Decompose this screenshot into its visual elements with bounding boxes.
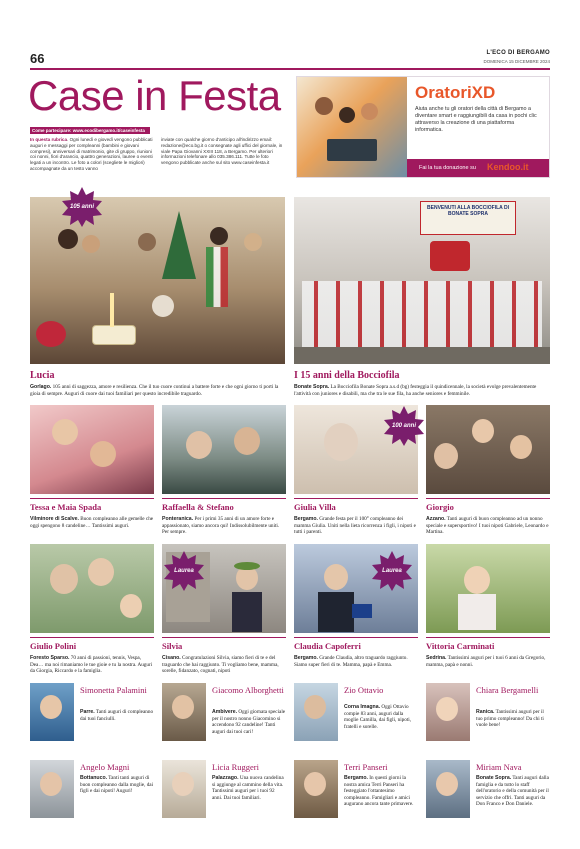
twin-1 xyxy=(52,419,78,445)
caption-angelo-magni xyxy=(80,775,154,795)
contact-line[interactable]: Come partecipare: www.ecodibergamo.it/caseinfesta xyxy=(30,127,150,134)
name-raffaella-stefano: Raffaella & Stefano xyxy=(162,502,234,512)
photo-giacomo xyxy=(162,683,206,741)
photo-vittoria-carminati xyxy=(426,544,550,633)
rule-giorgio xyxy=(426,498,550,499)
text-miriam: Tanti auguri dalla famiglia e da tutto lo staff dell'oratorio e della comunità per il servizio che offri. Tanti auguri da Don Franco e Don Daniele. xyxy=(476,775,549,808)
place-giulio: Foresto Sparso. xyxy=(30,655,70,661)
badge-text: Laurea xyxy=(382,568,402,574)
caption-bocciofila xyxy=(294,384,550,397)
photo-raffaella-stefano xyxy=(162,405,286,494)
intro-col2: inviate con qualche giorno d'anticipo all'indirizzo email: redazione@eco.bg.it o consegnate agli uffici del giornale, in viale Papa Giovanni XXIII 118, a Bergamo. Per ulteriori informazioni telefonare allo 035.386.111. Tutte le foto vengono pubblicate anche sul sito www.caseinfesta.it xyxy=(161,137,283,166)
place-claudia: Bergamo. xyxy=(294,655,318,661)
caption-giulia-villa xyxy=(294,516,418,536)
name-vittoria-carminati: Vittoria Carminati xyxy=(426,641,495,651)
photo-terri-panseri xyxy=(294,760,338,818)
place-raffaella: Ponteranica. xyxy=(162,516,194,522)
place-giacomo: Ambivere. xyxy=(212,709,238,715)
photo-angelo-magni xyxy=(30,760,74,818)
name-miriam-nava: Miriam Nava xyxy=(476,762,522,772)
text-raffaella: Per i primi 35 anni di un amore forte e appassionato, siamo ancora qui! Indissolubilmente uniti. Per sempre. xyxy=(162,516,280,536)
caption-giacomo xyxy=(212,709,286,735)
name-tessa-maia: Tessa e Maia Spada xyxy=(30,502,102,512)
graduate-dress xyxy=(318,592,354,632)
place-lucia: Gorlago. xyxy=(30,384,52,390)
text-giulia: Grande festa per il 100° compleanno dei mamma Giulia. Uniti nella lieta ricorrenza i figli, i nipoti e tutti i parenti. xyxy=(294,516,416,536)
text-giacomo: Oggi giornata speciale per il nostro nonno Giacomino si accendono 92 candeline! Tanti auguri dai tuoi cari! xyxy=(212,709,286,735)
christmas-tree xyxy=(162,211,196,279)
place-bocciofila: Bonate Sopra. xyxy=(294,384,330,390)
text-vittoria: Tantissimi auguri per i tuoi 6 anni da Gregorio, mamma, papà e nonni. xyxy=(426,655,546,668)
ad-person-3 xyxy=(361,103,378,120)
team-group xyxy=(302,281,542,351)
portrait-face xyxy=(304,695,326,719)
caption-tessa-maia xyxy=(30,516,154,529)
rule-claudia xyxy=(294,637,418,638)
guest-4 xyxy=(210,227,228,245)
caption-claudia-capoferri xyxy=(294,655,418,668)
name-giulio-polini: Giulio Polini xyxy=(30,641,77,651)
elderly-woman xyxy=(324,423,358,461)
caption-chiara xyxy=(476,709,550,729)
ad-person-1 xyxy=(315,97,333,115)
rule-vittoria xyxy=(426,637,550,638)
place-angelo: Bottanuco. xyxy=(80,775,108,781)
name-lucia: Lucia xyxy=(30,370,55,381)
ad-laptop xyxy=(327,139,377,161)
photo-giorgio xyxy=(426,405,550,494)
laurel-wreath-icon xyxy=(234,562,260,570)
woman-face xyxy=(88,558,114,586)
badge-laurea-claudia xyxy=(372,551,412,591)
team-floor xyxy=(294,347,550,364)
intro-lead: In questa rubrica xyxy=(30,137,68,142)
caption-silvia xyxy=(162,655,286,675)
name-silvia: Silvia xyxy=(162,641,183,651)
text-lucia: 105 anni di saggezza, amore e resilienza. Che il tuo cuore continui a battere forte e che ogni giorno ti porti la gioia di sempre. Auguri di cuore dai tuoi familiari per questo incredibile traguardo. xyxy=(30,384,279,397)
man-face xyxy=(50,564,78,594)
caption-simonetta xyxy=(80,709,154,722)
place-licia: Palazzago. xyxy=(212,775,239,781)
guest-5 xyxy=(244,233,262,251)
name-zio-ottavio: Zio Ottavio xyxy=(344,685,384,695)
photo-miriam-nava xyxy=(426,760,470,818)
woman-face xyxy=(186,431,212,459)
ad-brand: OratoriXD xyxy=(415,83,496,102)
page-number: 66 xyxy=(30,51,45,66)
name-angelo-magni: Angelo Magni xyxy=(80,762,130,772)
rule-silvia xyxy=(162,637,286,638)
place-chiara: Ranica. xyxy=(476,709,495,715)
name-chiara: Chiara Bergamelli xyxy=(476,685,539,695)
place-silvia: Cisano. xyxy=(162,655,181,661)
portrait-face xyxy=(436,772,458,796)
text-chiara: Tantissimi auguri per il tuo primo compleanno! Da chi ti vuole bene! xyxy=(476,709,544,729)
caption-raffaella-stefano xyxy=(162,516,286,536)
badge-text: 100 anni xyxy=(391,423,416,429)
oratorixd-ad[interactable] xyxy=(296,76,550,178)
badge-100-anni xyxy=(384,406,424,446)
place-giorgio: Azzano. xyxy=(426,516,446,522)
flower-bouquet xyxy=(36,321,66,347)
photo-chiara xyxy=(426,683,470,741)
ad-platform: Kendoo.it xyxy=(487,162,529,172)
place-tessa: Vilminore di Scalve. xyxy=(30,516,79,522)
grandchild-2 xyxy=(510,435,532,459)
badge-105-anni xyxy=(62,187,102,227)
portrait-face xyxy=(40,772,62,796)
text-simonetta: Tanti auguri di compleanno dai tuoi fanciulli. xyxy=(80,709,154,722)
place-giulia: Bergamo. xyxy=(294,516,318,522)
generali-lion-icon xyxy=(430,241,470,271)
badge-text: Laurea xyxy=(174,568,194,574)
thesis-book xyxy=(352,604,372,618)
text-bocciofila: La Bocciofila Bonate Sopra a.s.d (bg) festeggia il quindicennale, la società evolge prevalentemente l'attività con juniores e disabili, ma che tra le sue fila, ha anche seniores e femminile. xyxy=(294,384,537,397)
mayor-sash xyxy=(206,247,228,307)
section-title: Case in Festa xyxy=(28,72,281,119)
photo-zio-ottavio xyxy=(294,683,338,741)
child-face xyxy=(464,566,490,594)
caption-giulio-polini xyxy=(30,655,154,675)
guest-3 xyxy=(138,233,156,251)
rule-tessa xyxy=(30,498,154,499)
intro-col1 xyxy=(30,137,154,172)
rule-giulia xyxy=(294,498,418,499)
rule-giulio xyxy=(30,637,154,638)
text-angelo: Tanti tanti auguri di buon compleanno dalla moglie, dai figli e dai nipoti! Auguri! xyxy=(80,775,154,795)
text-giulio: 70 anni di passioni, tennis, Vespa, Dea… ma noi rimaniamo le tue gioie e tu la nostra. Auguri da Giorgia, Riccardo e la famiglia. xyxy=(30,655,153,675)
grandpa-face xyxy=(434,443,458,469)
text-terri: In questi giorni la nostra amica Terri Panseri ha festeggiato l'ottantesimo compleanno. Famigliari e amici augurano ancora tante primavere. xyxy=(344,775,414,808)
sparkler-icon xyxy=(110,293,114,327)
photo-tessa-maia xyxy=(30,405,154,494)
graduate-face xyxy=(324,564,348,590)
ad-person-2 xyxy=(339,107,355,123)
ad-image xyxy=(297,77,407,178)
name-terri-panseri: Terri Panseri xyxy=(344,762,388,772)
caption-zio-ottavio xyxy=(344,704,418,730)
name-giacomo: Giacomo Alborghetti xyxy=(212,685,284,695)
birthday-woman xyxy=(152,295,174,317)
child-outfit xyxy=(458,594,496,630)
caption-licia-ruggeri xyxy=(212,775,286,801)
caption-vittoria-carminati xyxy=(426,655,550,668)
twin-2 xyxy=(90,441,116,467)
portrait-face xyxy=(436,697,458,721)
guest-1 xyxy=(58,229,78,249)
photo-licia-ruggeri xyxy=(162,760,206,818)
portrait-face xyxy=(304,772,326,796)
badge-laurea-silvia xyxy=(164,551,204,591)
text-claudia: Grande Claudia, altro traguardo raggiunto. Siamo super fieri di te. Mamma, papà e Emma. xyxy=(294,655,408,668)
header-rule xyxy=(30,68,550,70)
text-giorgio: Tanti auguri di buon compleanno ad un nonno speciale e supersportivo! I tuoi nipoti Gabriele, Leonardo e Martina. xyxy=(426,516,549,536)
issue-date: DOMENICA 15 DICEMBRE 2024 xyxy=(483,59,550,64)
photo-bocciofila xyxy=(294,197,550,364)
name-giulia-villa: Giulia Villa xyxy=(294,502,336,512)
guest-2 xyxy=(82,235,100,253)
place-simonetta: Parre. xyxy=(80,709,95,715)
name-claudia-capoferri: Claudia Capoferri xyxy=(294,641,361,651)
place-terri: Bergamo. xyxy=(344,775,368,781)
rule-raffaella xyxy=(162,498,286,499)
place-zio-ottavio: Corna Imagna. xyxy=(344,704,381,710)
text-licia: Una nuova candelina si aggiunge al cammino della vita. Tantissimi auguri per i tuoi 92 anni. Dai tuoi familiari. xyxy=(212,775,284,801)
portrait-face xyxy=(172,695,194,719)
badge-text: 105 anni xyxy=(69,204,94,210)
photo-giulio-polini xyxy=(30,544,154,633)
caption-lucia xyxy=(30,384,285,397)
grandchild-1 xyxy=(472,419,494,443)
birthday-cake xyxy=(92,325,136,345)
ad-cta-text: Fai la tua donazione su xyxy=(419,165,476,171)
newspaper-name: L'ECO DI BERGAMO xyxy=(486,50,550,56)
portrait-face xyxy=(172,772,194,796)
name-bocciofila: I 15 anni della Bocciofila xyxy=(294,370,400,381)
portrait-face xyxy=(40,695,62,719)
name-simonetta: Simonetta Palamini xyxy=(80,685,147,695)
ad-text: Aiuta anche tu gli oratori della città di Bergamo a diventare smart e raggiungibili da casa in pochi clic attraverso la creazione di una piattaforma informatica. xyxy=(415,106,537,133)
text-silvia: Congratulazioni Silvia, siamo fieri di te e del traguardo che hai raggiunto. Ti vogliamo bene, mamma, sorelle, fidanzato, cognati, nipoti xyxy=(162,655,279,675)
caption-miriam-nava xyxy=(476,775,550,808)
place-miriam: Bonate Sopra. xyxy=(476,775,512,781)
photo-simonetta xyxy=(30,683,74,741)
child-face xyxy=(120,594,142,618)
text-tessa: Buon compleanno alle gemelle che oggi spengono 8 candeline… Tantissimi auguri. xyxy=(30,516,154,529)
man-face xyxy=(234,427,260,455)
caption-terri-panseri xyxy=(344,775,418,808)
graduate-dress xyxy=(232,592,262,632)
name-licia-ruggeri: Licia Ruggeri xyxy=(212,762,259,772)
caption-giorgio xyxy=(426,516,550,536)
intro-text: . Ogni lunedì e giovedì vengono pubblicati auguri e messaggi per compleanni (bambini e giovani compresi), anniversari di matrimonio, gite di gruppo, riunioni coi nonni, fiori d'arancio, quattro generazioni, lauree o eventi legati a un incontro. Le foto a colori (scegliete le migliori) accompagnate da un testo vanno xyxy=(30,137,153,171)
banner-text: BENVENUTI ALLA BOCCIOFILA DI BONATE SOPRA xyxy=(427,205,509,217)
place-vittoria: Sedrina. xyxy=(426,655,447,661)
name-giorgio: Giorgio xyxy=(426,502,454,512)
text-zio-ottavio: Oggi Ottavio compie 83 anni, auguri dalla moglie Camilla, dai figli, nipoti, fratelli e sorelle. xyxy=(344,704,411,730)
